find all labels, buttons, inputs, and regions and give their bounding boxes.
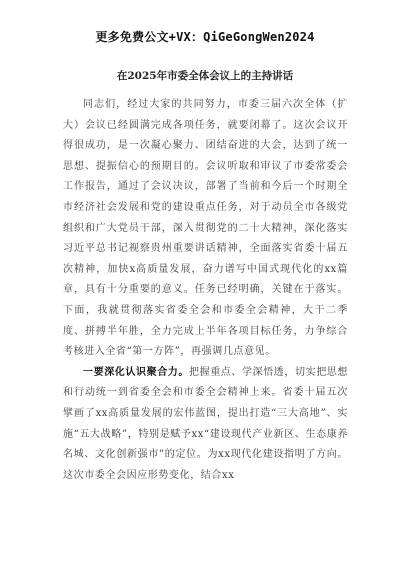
paragraph-2-text: 把握重点、学深悟透，切实把思想和行动统一到省委全会和市委全会精神上来。省委十届五次擘画了xx高质量发展的宏伟蓝图，提出打造“三大高地”、实施“五大战略”，特别是赋予xx“建设现代产业新区、生态康养名城、文化创新强市”的定位。为xx现代化建设指明了方向。这次市委全会因应形势变化，结合xx <box>63 366 348 481</box>
watermark-header: 更多免费公文+VX：QiGeGongWen2024 <box>95 30 315 44</box>
paragraph-1 <box>63 95 348 363</box>
paragraph-2-lead: 一要深化认识聚合力。 <box>83 366 189 378</box>
paragraph-1-text: 同志们，经过大家的共同努力，市委三届六次全体（扩大）会议已经圆满完成各项任务，就要闭幕了。这次会议开得很成功，是一次凝心聚力、团结奋进的大会，达到了统一思想、提振信心的预期目的。会议听取和审议了市委常委会工作报告，通过了会议决议，部署了当前和今后一个时期全市经济社会发展和党的建设重点任务，对于动员全市各级党组织和广大党员干部，深入贯彻党的二十大精神，深化落实习近平总书记视察贵州重要讲话精神，全面落实省委十届五次精神，加快x高质量发展，奋力谱写中国式现代化的xx篇章，具有十分重要的意义。任务已经明确，关键在于落实。下面，我就贯彻落实省委全会和市委全会精神，大干二季度、拼搏半年胜，全力完成上半年各项目标任务，力争综合考核进入全省“第一方阵”，再强调几点意见。 <box>63 99 348 358</box>
paragraph-2 <box>63 363 348 487</box>
document-title: 在2025年市委全体会议上的主持讲话 <box>116 70 294 82</box>
document-body <box>63 95 348 565</box>
